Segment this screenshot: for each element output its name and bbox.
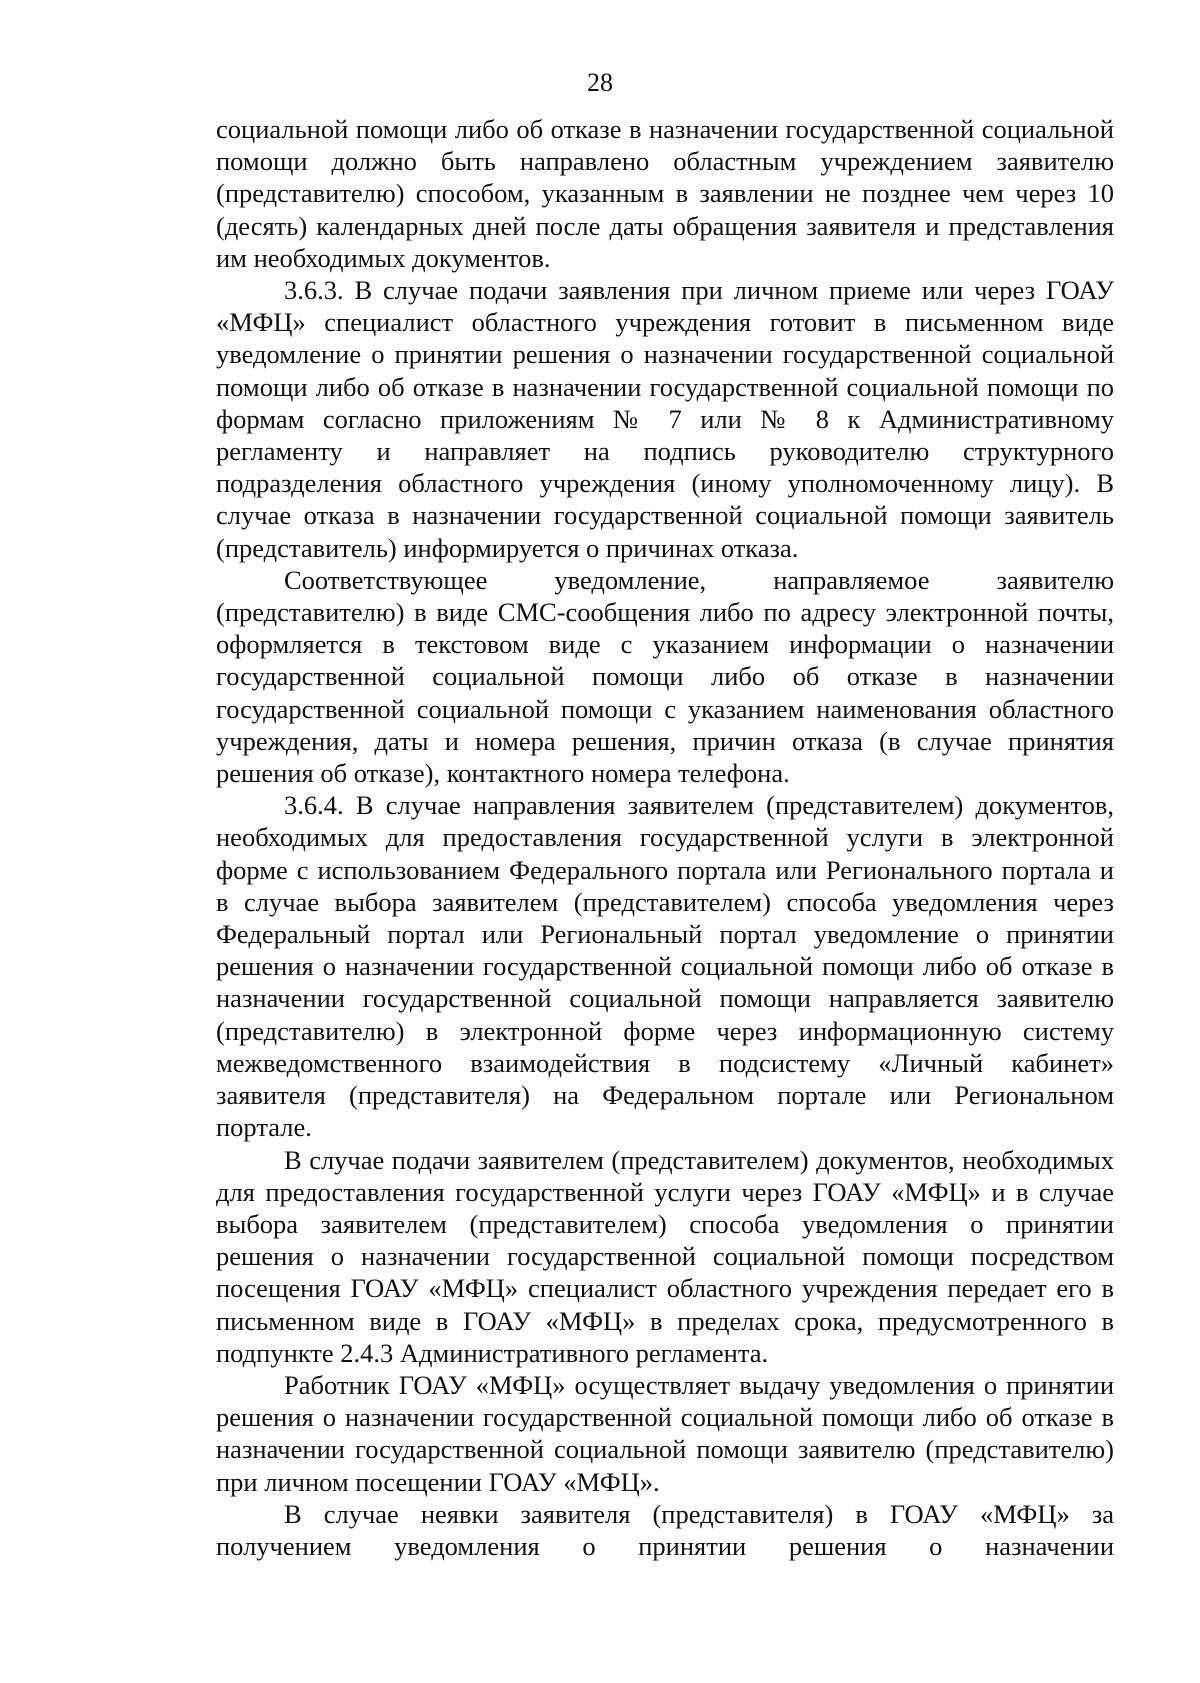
paragraph-3-6-3: 3.6.3. В случае подачи заявления при личном приеме или через ГОАУ «МФЦ» специалист областного учреждения готовит в письменном виде уведомление о принятии решения о назначении государственной социальной помощи либо об отказе в назначении государственной социальной помощи по формам согласно приложениям № 7 или № 8 к Административному регламенту и направляет на подпись руководителю структурного подразделения областного учреждения (иному уполномоченному лицу). В случае отказа в назначении государственной социальной помощи заявитель (представитель) информируется о причинах отказа. — [216, 275, 1114, 563]
page-number: 28 — [587, 68, 613, 97]
paragraph-mfc-submission: В случае подачи заявителем (представителем) документов, необходимых для предоставления государственной услуги через ГОАУ «МФЦ» и в случае выбора заявителем (представителем) способа уведомления о принятии решения о назначении государственной социальной помощи посредством посещения ГОАУ «МФЦ» специалист областного учреждения передает его в письменном виде в ГОАУ «МФЦ» в пределах срока, предусмотренного в подпункте 2.4.3 Административного регламента. — [216, 1144, 1114, 1368]
paragraph-continuation: социальной помощи либо об отказе в назначении государственной социальной помощи должно быть направлено областным учреждением заявителю (представителю) способом, указанным в заявлении не позднее чем через 10 (десять) календарных дней после даты обращения заявителя и представления им необходимых документов. — [216, 114, 1114, 273]
paragraph-mfc-issuance: Работник ГОАУ «МФЦ» осуществляет выдачу уведомления о принятии решения о назначении государственной социальной помощи либо об отказе в назначении государственной социальной помощи заявителю (представителю) при личном посещении ГОАУ «МФЦ». — [216, 1369, 1114, 1497]
paragraph-3-6-4: 3.6.4. В случае направления заявителем (представителем) документов, необходимых для предоставления государственной услуги в электронной форме с использованием Федерального портала или Регионального портала и в случае выбора заявителем (представителем) способа уведомления через Федеральный портал или Региональный портал уведомление о принятии решения о назначении государственной социальной помощи либо об отказе в назначении государственной социальной помощи направляется заявителю (представителю) в электронной форме через информационную систему межведомственного взаимодействия в подсистему «Личный кабинет» заявителя (представителя) на Федеральном портале или Региональном портале. — [216, 790, 1114, 1143]
document-body — [216, 113, 1114, 1562]
paragraph-non-appearance: В случае неявки заявителя (представителя) в ГОАУ «МФЦ» за получением уведомления о принятии решения о назначении — [216, 1498, 1114, 1561]
paragraph-notification: Соответствующее уведомление, направляемое заявителю (представителю) в виде СМС-сообщения либо по адресу электронной почты, оформляется в текстовом виде с указанием информации о назначении государственной социальной помощи либо об отказе в назначении государственной социальной помощи с указанием наименования областного учреждения, даты и номера решения, причин отказа (в случае принятия решения об отказе), контактного номера телефона. — [216, 564, 1114, 789]
